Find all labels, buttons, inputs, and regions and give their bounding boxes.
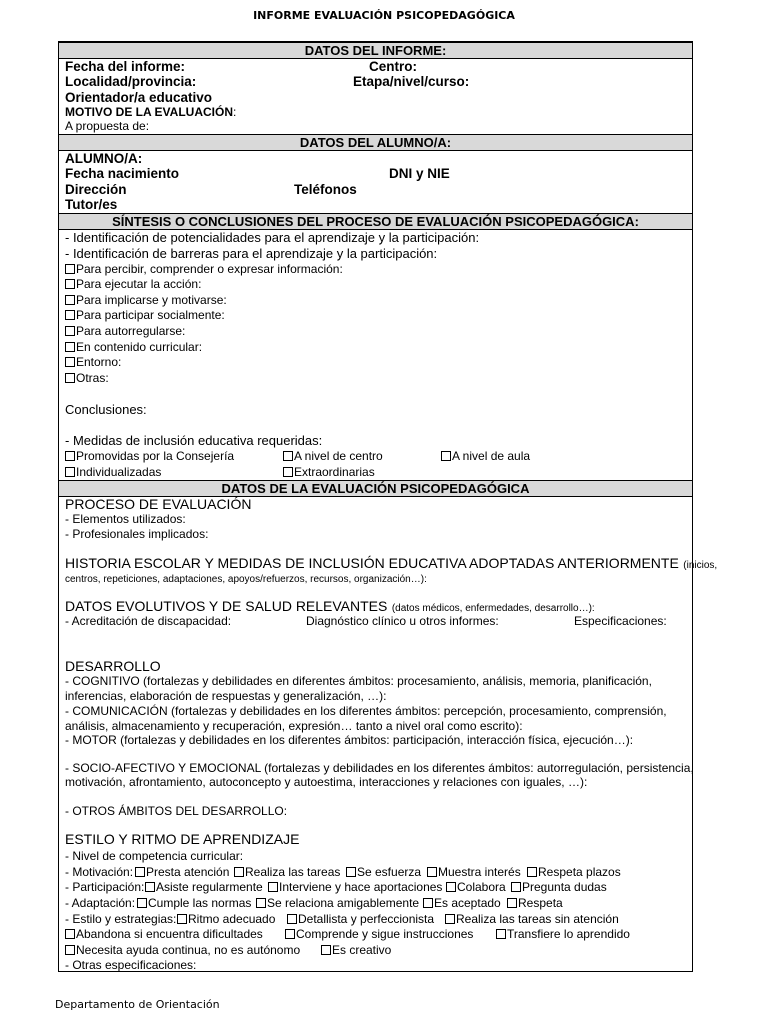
motivacion-item[interactable]: Respeta plazos [527,865,621,880]
estilo-heading: ESTILO Y RITMO DE APRENDIZAJE [65,831,300,847]
historia-note-2: centros, repeticiones, adaptaciones, apoyos/refuerzos, recursos, organización…): [65,574,427,585]
adaptacion-label: - Adaptación: [65,896,136,910]
checkbox[interactable] [446,882,456,892]
desarrollo-heading: DESARROLLO [65,658,161,674]
profesionales-line: - Profesionales implicados: [65,527,209,541]
label-localidad: Localidad/provincia: [65,74,197,89]
checkbox[interactable] [65,310,75,320]
motivacion-item[interactable]: Realiza las tareas [234,865,340,880]
checkbox[interactable] [423,898,433,908]
checkbox[interactable] [65,451,75,461]
motivacion-item[interactable]: Presta atención [135,865,229,880]
label-fecha-informe: Fecha del informe: [65,59,186,74]
conclusiones-label: Conclusiones: [65,402,147,417]
checkbox[interactable] [234,867,244,877]
label-telefonos: Teléfonos [294,182,357,197]
estilo-item[interactable]: Es creativo [321,943,391,958]
checkbox[interactable] [137,898,147,908]
checkbox[interactable] [511,882,521,892]
document-title: INFORME EVALUACIÓN PSICOPEDAGÓGICA [253,9,515,22]
checkbox[interactable] [346,867,356,877]
socio-line-1: - SOCIO-AFECTIVO Y EMOCIONAL (fortalezas y debilidades en los diferentes ámbitos: autorregulación, persistencia, [65,761,694,775]
checkbox[interactable] [283,467,293,477]
checkbox[interactable] [145,882,155,892]
label-motivo: MOTIVO DE LA EVALUACIÓN [65,105,233,119]
section-header-sintesis: SÍNTESIS O CONCLUSIONES DEL PROCESO DE EVALUACIÓN PSICOPEDAGÓGICA: [59,213,692,230]
estilo-item[interactable]: Realiza las tareas sin atención [445,912,619,927]
medida-item[interactable]: A nivel de aula [441,449,530,464]
motor-line: - MOTOR (fortalezas y debilidades en los diferentes ámbitos: participación, interacción física, ejecución…): [65,733,634,747]
historia-line [65,556,717,573]
section-header-evaluacion: DATOS DE LA EVALUACIÓN PSICOPEDAGÓGICA [59,480,692,497]
label-fecha-nacimiento: Fecha nacimiento [65,166,180,181]
checkbox[interactable] [445,914,455,924]
estilo-label: - Estilo y estrategias: [65,912,177,926]
checkbox[interactable] [283,451,293,461]
cognitivo-line-2: inferencias, elaboración de respuestas y generalización, …): [65,689,387,703]
barrier-item[interactable]: Para autorregularse: [65,324,185,339]
participacion-label: - Participación: [65,880,145,894]
checkbox[interactable] [427,867,437,877]
section-header-alumno: DATOS DEL ALUMNO/A: [59,134,692,151]
checkbox[interactable] [285,929,295,939]
checkbox[interactable] [527,867,537,877]
participacion-item[interactable]: Pregunta dudas [511,880,607,895]
barrier-item[interactable]: Para implicarse y motivarse: [65,293,227,308]
label-dni: DNI y NIE [389,166,450,181]
checkbox[interactable] [65,929,75,939]
adaptacion-item[interactable]: Es aceptado [423,896,501,911]
checkbox[interactable] [65,326,75,336]
label-orientador: Orientador/a educativo [65,90,213,105]
label-alumno: ALUMNO/A: [65,151,143,166]
acreditacion-line: - Acreditación de discapacidad: [65,614,232,628]
checkbox[interactable] [177,914,187,924]
label-direccion: Dirección [65,182,127,197]
datos-evolutivos-heading: DATOS EVOLUTIVOS Y DE SALUD RELEVANTES [65,598,388,614]
checkbox[interactable] [65,373,75,383]
checkbox[interactable] [65,357,75,367]
checkbox[interactable] [65,467,75,477]
otras-especificaciones-line: - Otras especificaciones: [65,958,197,972]
checkbox[interactable] [65,264,75,274]
participacion-item[interactable]: Asiste regularmente [145,880,263,895]
medida-item[interactable]: Promovidas por la Consejería [65,449,234,464]
adaptacion-item[interactable]: Cumple las normas [137,896,251,911]
checkbox[interactable] [65,945,75,955]
label-etapa: Etapa/nivel/curso: [353,74,470,89]
checkbox[interactable] [135,867,145,877]
socio-line-2: motivación, afrontamiento, autoconcepto y autoestima, interacciones y relaciones con iguales, …): [65,775,588,789]
checkbox[interactable] [507,898,517,908]
diagnostico-line: Diagnóstico clínico u otros informes: [306,614,499,628]
otros-ambitos-line: - OTROS ÁMBITOS DEL DESARROLLO: [65,804,288,818]
estilo-item[interactable]: Abandona si encuentra dificultades [65,927,263,942]
adaptacion-item[interactable]: Respeta [507,896,563,911]
participacion-item[interactable]: Interviene y hace aportaciones [268,880,442,895]
medida-item[interactable]: A nivel de centro [283,449,383,464]
motivo-line [65,104,236,120]
barrier-item[interactable]: Entorno: [65,355,121,370]
checkbox[interactable] [65,295,75,305]
barrier-item[interactable]: En contenido curricular: [65,340,202,355]
medida-item[interactable]: Individualizadas [65,465,161,480]
barrier-item[interactable]: Para participar socialmente: [65,308,225,323]
report-frame [58,41,718,972]
medidas-label: - Medidas de inclusión educativa requeridas: [65,433,323,448]
label-tutores: Tutor/es [65,197,118,212]
barrier-item[interactable]: Para percibir, comprender o expresar información: [65,262,343,277]
especificaciones-line: Especificaciones: [574,614,667,628]
comunicacion-line-1: - COMUNICACIÓN (fortalezas y debilidades en los diferentes ámbitos: percepción, procesamiento, comprensión, [65,704,667,718]
footer-department: Departamento de Orientación [55,998,220,1011]
potencialidades-line: - Identificación de potencialidades para el aprendizaje y la participación: [65,230,480,245]
comunicacion-line-2: análisis, almacenamiento y recuperación, expresión… tanto a nivel oral como escrito): [65,719,523,733]
elementos-line: - Elementos utilizados: [65,512,186,526]
motivacion-label: - Motivación: [65,865,134,879]
adaptacion-item[interactable]: Se relaciona amigablemente [256,896,419,911]
section-header-informe: DATOS DEL INFORME: [59,42,692,59]
checkbox[interactable] [321,945,331,955]
checkbox[interactable] [268,882,278,892]
checkbox[interactable] [441,451,451,461]
cognitivo-line-1: - COGNITIVO (fortalezas y debilidades en diferentes ámbitos: procesamiento, análisis, memoria, planificación, [65,674,652,688]
proceso-heading: PROCESO DE EVALUACIÓN [65,496,252,512]
datos-evolutivos-note: (datos médicos, enfermedades, desarrollo…): [391,603,595,614]
motivo-colon: : [233,105,237,119]
historia-note: (inicios, [683,560,718,571]
estilo-item[interactable]: Necesita ayuda continua, no es autónomo [65,943,300,958]
motivacion-item[interactable]: Se esfuerza [346,865,421,880]
checkbox[interactable] [65,279,75,289]
estilo-item[interactable]: Comprende y sigue instrucciones [285,927,473,942]
historia-heading: HISTORIA ESCOLAR Y MEDIDAS DE INCLUSIÓN EDUCATIVA ADOPTADAS ANTERIORMENTE [65,555,679,571]
nivel-competencia-line: - Nivel de competencia curricular: [65,849,244,863]
medida-item[interactable]: Extraordinarias [283,465,375,480]
estilo-item[interactable]: Detallista y perfeccionista [287,912,434,927]
checkbox[interactable] [496,929,506,939]
participacion-item[interactable]: Colabora [446,880,506,895]
checkbox[interactable] [65,342,75,352]
checkbox[interactable] [287,914,297,924]
checkbox[interactable] [256,898,266,908]
barrier-item[interactable]: Otras: [65,371,109,386]
label-centro: Centro: [369,59,417,74]
motivacion-item[interactable]: Muestra interés [427,865,521,880]
estilo-item[interactable]: Ritmo adecuado [177,912,275,927]
estilo-item[interactable]: Transfiere lo aprendido [496,927,630,942]
barrier-item[interactable]: Para ejecutar la acción: [65,277,201,292]
label-propuesta: A propuesta de: [65,119,150,133]
barreras-line: - Identificación de barreras para el aprendizaje y la participación: [65,246,438,261]
